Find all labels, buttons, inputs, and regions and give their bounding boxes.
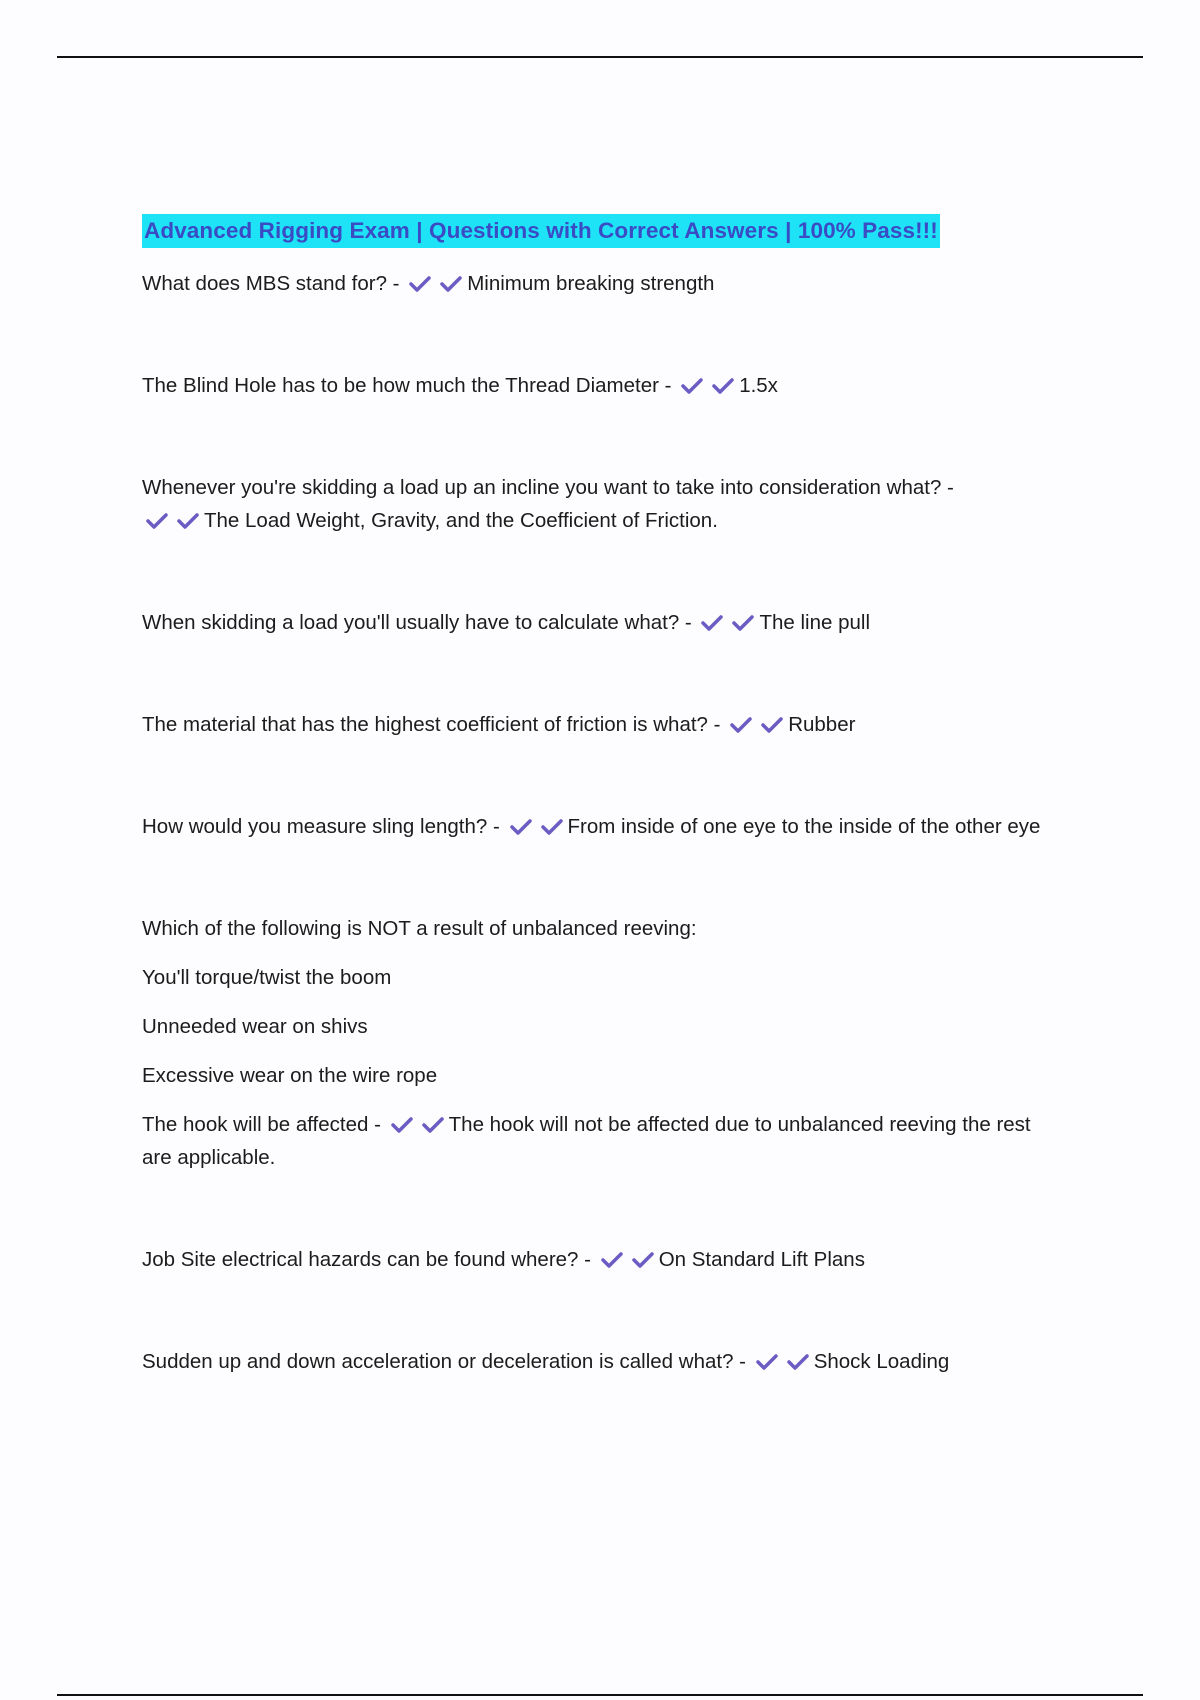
question-text: How would you measure sling length? -: [142, 815, 500, 838]
mc-option: The hook will be affected -: [142, 1113, 381, 1136]
qa-item: [142, 1108, 1062, 1174]
check-icon: [731, 614, 755, 632]
check-icon: [509, 818, 533, 836]
question-text: The Blind Hole has to be how much the Thread Diameter -: [142, 374, 672, 397]
check-icon: [680, 377, 704, 395]
qa-item: [142, 606, 1062, 639]
question-text: When skidding a load you'll usually have to calculate what? -: [142, 611, 692, 634]
answer-text: On Standard Lift Plans: [658, 1248, 865, 1271]
qa-item: [142, 471, 1062, 537]
qa-item: [142, 1345, 1062, 1378]
answer-text: The Load Weight, Gravity, and the Coefficient of Friction.: [204, 509, 718, 532]
check-icon: [755, 1353, 779, 1371]
qa-item: [142, 1243, 1062, 1276]
check-icon: [600, 1251, 624, 1269]
bottom-rule: [57, 1694, 1143, 1696]
check-icon: [729, 716, 753, 734]
answer-text: 1.5x: [739, 374, 778, 397]
check-icon: [439, 275, 463, 293]
question-text: The material that has the highest coefficient of friction is what? -: [142, 713, 721, 736]
answer-text: Shock Loading: [813, 1350, 950, 1373]
mc-option: Unneeded wear on shivs: [142, 1015, 368, 1038]
check-icon: [786, 1353, 810, 1371]
answer-text: From inside of one eye to the inside of the other eye: [567, 815, 1041, 838]
check-icon: [700, 614, 724, 632]
qa-item: [142, 369, 1062, 402]
answer-text: The hook will not be affected due to unbalanced reeving the rest are applicable.: [142, 1113, 1031, 1169]
document-body: [142, 214, 1062, 1378]
check-icon: [390, 1116, 414, 1134]
check-icon: [145, 512, 169, 530]
answer-text: The line pull: [759, 611, 871, 634]
mc-option: Excessive wear on the wire rope: [142, 1064, 438, 1087]
check-icon: [631, 1251, 655, 1269]
top-rule: [57, 56, 1143, 58]
mc-option: You'll torque/twist the boom: [142, 966, 392, 989]
check-icon: [421, 1116, 445, 1134]
question-text: Job Site electrical hazards can be found where? -: [142, 1248, 591, 1271]
qa-item: [142, 708, 1062, 741]
answer-text: Rubber: [788, 713, 856, 736]
check-icon: [711, 377, 735, 395]
check-icon: [540, 818, 564, 836]
question-text: What does MBS stand for? -: [142, 272, 400, 295]
answer-text: Minimum breaking strength: [467, 272, 715, 295]
mc-question-prompt: Which of the following is NOT a result of unbalanced reeving:: [142, 917, 697, 940]
question-text: Sudden up and down acceleration or deceleration is called what? -: [142, 1350, 746, 1373]
check-icon: [176, 512, 200, 530]
check-icon: [408, 275, 432, 293]
document-title: Advanced Rigging Exam | Questions with Correct Answers | 100% Pass!!!: [142, 214, 940, 248]
question-text: Whenever you're skidding a load up an incline you want to take into consideration what? -: [142, 476, 954, 499]
qa-item: [142, 810, 1062, 843]
qa-item: [142, 267, 1062, 300]
check-icon: [760, 716, 784, 734]
